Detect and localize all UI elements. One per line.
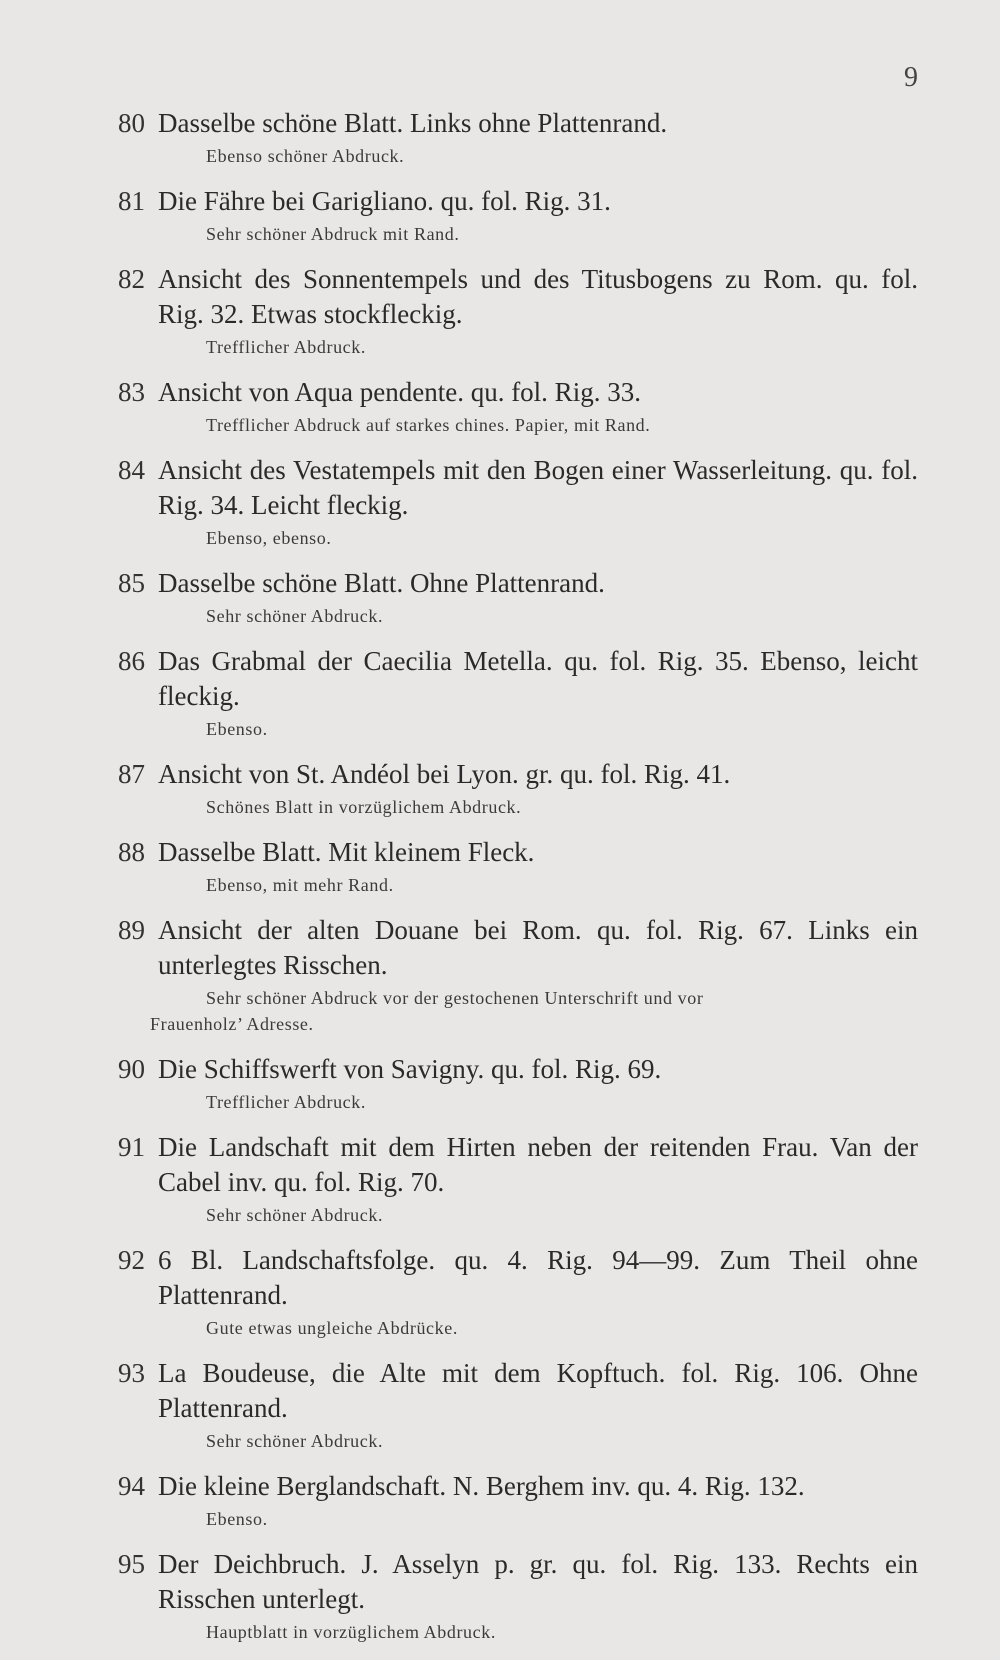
catalog-entry	[118, 835, 918, 898]
entry-condition-note: Ebenso, ebenso.	[206, 528, 332, 548]
entry-number: 83	[118, 377, 145, 407]
entry-description: Dasselbe schöne Blatt. Ohne Plattenrand.	[158, 568, 605, 598]
catalog-entry	[118, 1243, 918, 1341]
entry-number: 85	[118, 568, 145, 598]
entry-description: Ansicht des Vestatempels mit den Bogen einer Wasserleitung. qu. fol. Rig. 34. Leicht fleckig.	[158, 455, 918, 520]
entry-description: Ansicht von Aqua pendente. qu. fol. Rig. 33.	[158, 377, 641, 407]
entry-condition-note: Hauptblatt in vorzüglichem Abdruck.	[206, 1622, 496, 1642]
entry-description: Ansicht des Sonnentempels und des Titusbogens zu Rom. qu. fol. Rig. 32. Etwas stockfleckig.	[158, 264, 918, 329]
entry-number: 80	[118, 108, 145, 138]
entry-description: La Boudeuse, die Alte mit dem Kopftuch. fol. Rig. 106. Ohne Plattenrand.	[158, 1358, 918, 1423]
entry-description: Die Fähre bei Garigliano. qu. fol. Rig. 31.	[158, 186, 611, 216]
catalog-entry	[118, 1547, 918, 1645]
entry-number: 94	[118, 1471, 145, 1501]
entry-number: 81	[118, 186, 145, 216]
catalog-entry	[118, 262, 918, 360]
entry-condition-note: Sehr schöner Abdruck mit Rand.	[206, 224, 460, 244]
catalog-entry	[118, 1130, 918, 1228]
entry-description: Dasselbe Blatt. Mit kleinem Fleck.	[158, 837, 535, 867]
catalog-entry	[118, 106, 918, 169]
catalog-entry	[118, 1356, 918, 1454]
entry-number: 84	[118, 455, 145, 485]
entry-description: Die Schiffswerft von Savigny. qu. fol. Rig. 69.	[158, 1054, 662, 1084]
entry-description: Der Deichbruch. J. Asselyn p. gr. qu. fol. Rig. 133. Rechts ein Risschen unterlegt.	[158, 1549, 918, 1614]
catalog-entry	[118, 375, 918, 438]
catalog-entry	[118, 1469, 918, 1532]
entry-condition-note: Sehr schöner Abdruck.	[206, 1431, 384, 1451]
entry-condition-note-continued: Frauenholz’ Adresse.	[150, 1014, 314, 1034]
catalog-entry	[118, 913, 918, 1037]
entry-condition-note: Sehr schöner Abdruck.	[206, 606, 384, 626]
entry-condition-note: Sehr schöner Abdruck vor der gestochenen Unterschrift und vor	[206, 988, 704, 1008]
entry-number: 82	[118, 264, 145, 294]
entry-condition-note: Trefflicher Abdruck.	[206, 337, 366, 357]
entry-description: Die kleine Berglandschaft. N. Berghem inv. qu. 4. Rig. 132.	[158, 1471, 805, 1501]
entry-number: 86	[118, 646, 145, 676]
page-number: 9	[904, 62, 918, 93]
entry-condition-note: Trefflicher Abdruck.	[206, 1092, 366, 1112]
entry-number: 90	[118, 1054, 145, 1084]
catalog-entry	[118, 566, 918, 629]
entry-number: 91	[118, 1132, 145, 1162]
entry-number: 92	[118, 1245, 145, 1275]
catalog-entry	[118, 453, 918, 551]
catalog-entry	[118, 757, 918, 820]
entry-condition-note: Ebenso, mit mehr Rand.	[206, 875, 394, 895]
entry-number: 88	[118, 837, 145, 867]
entry-condition-note: Ebenso.	[206, 1509, 268, 1529]
entry-number: 87	[118, 759, 145, 789]
entry-condition-note: Gute etwas ungleiche Abdrücke.	[206, 1318, 458, 1338]
catalog-entry	[118, 1052, 918, 1115]
entry-description: Dasselbe schöne Blatt. Links ohne Plattenrand.	[158, 108, 668, 138]
entry-description: Die Landschaft mit dem Hirten neben der reitenden Frau. Van der Cabel inv. qu. fol. Rig. 70.	[158, 1132, 918, 1197]
entry-description: Das Grabmal der Caecilia Metella. qu. fol. Rig. 35. Ebenso, leicht fleckig.	[158, 646, 918, 711]
entry-number: 89	[118, 915, 145, 945]
entry-number: 95	[118, 1549, 145, 1579]
entry-description: Ansicht der alten Douane bei Rom. qu. fol. Rig. 67. Links ein unterlegtes Risschen.	[158, 915, 918, 980]
entry-condition-note: Schönes Blatt in vorzüglichem Abdruck.	[206, 797, 522, 817]
entry-condition-note: Ebenso.	[206, 719, 268, 739]
catalog-entry	[118, 644, 918, 742]
entry-number: 93	[118, 1358, 145, 1388]
entry-description: 6 Bl. Landschaftsfolge. qu. 4. Rig. 94—99. Zum Theil ohne Plattenrand.	[158, 1245, 918, 1310]
entry-condition-note: Sehr schöner Abdruck.	[206, 1205, 384, 1225]
entry-condition-note: Trefflicher Abdruck auf starkes chines. Papier, mit Rand.	[206, 415, 651, 435]
entry-description: Ansicht von St. Andéol bei Lyon. gr. qu. fol. Rig. 41.	[158, 759, 731, 789]
entry-condition-note: Ebenso schöner Abdruck.	[206, 146, 405, 166]
catalog-entries	[118, 106, 918, 1660]
catalog-entry	[118, 184, 918, 247]
